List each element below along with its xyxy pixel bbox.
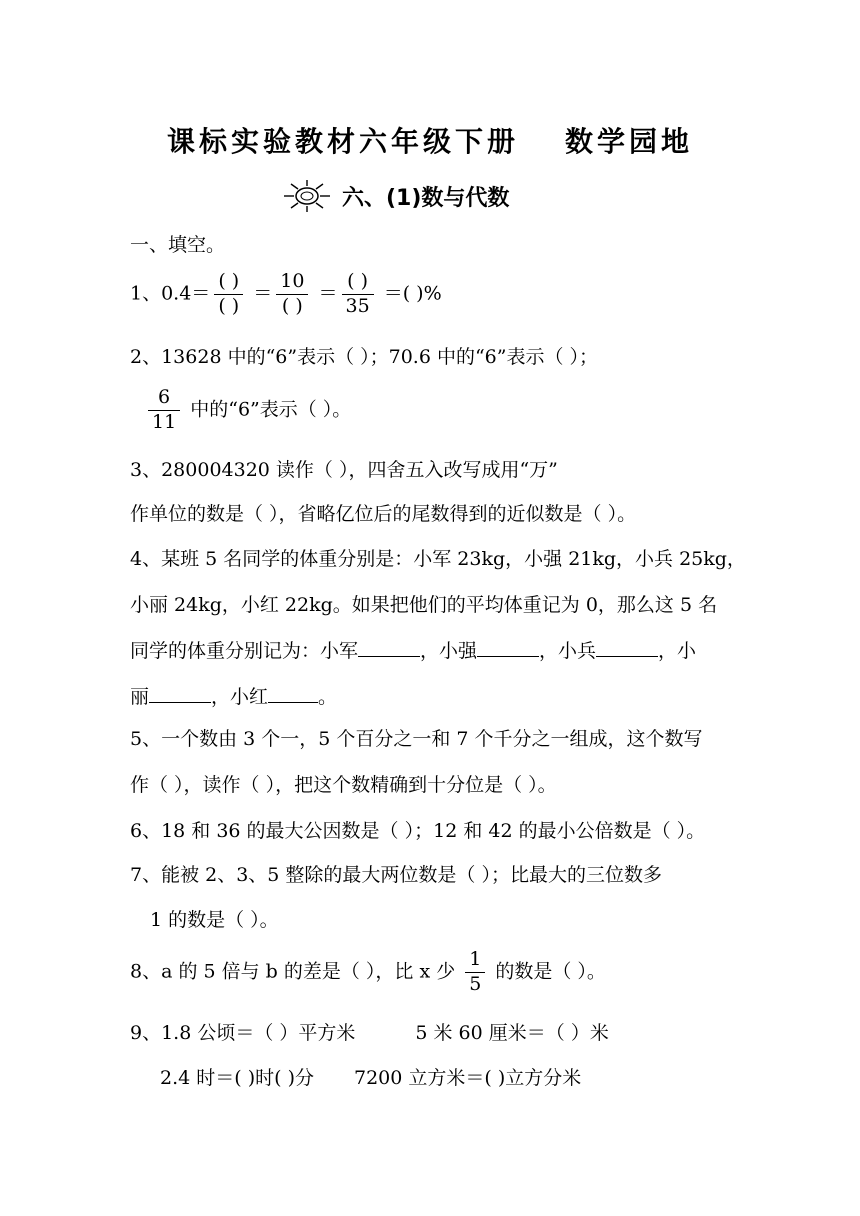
q1-f2-numerator: 10 bbox=[276, 272, 308, 295]
q4-label-li: 丽 bbox=[130, 686, 150, 708]
section-heading bbox=[282, 178, 509, 214]
q4-label-xiaoqiang: ，小强 bbox=[420, 640, 478, 662]
q2-fraction bbox=[148, 388, 180, 433]
q4-blank-xiaojun bbox=[358, 637, 420, 657]
q9-cubic: 7200 立方米＝( )立方分米 bbox=[354, 1067, 582, 1089]
sun-icon bbox=[282, 178, 332, 214]
q4-blank-xiaobing bbox=[596, 637, 658, 657]
q2-frac-numerator: 6 bbox=[148, 388, 180, 411]
title-main: 课标实验教材六年级下册 bbox=[166, 125, 519, 158]
q1-f3-numerator: ( ) bbox=[342, 272, 374, 295]
q4-label-xiao: ，小 bbox=[658, 640, 697, 662]
q1-f1-denominator: ( ) bbox=[218, 294, 240, 317]
page-title bbox=[0, 120, 860, 160]
q4-label-xiaobing: ，小兵 bbox=[539, 640, 597, 662]
q1-prefix: 1、0.4＝ bbox=[130, 282, 211, 305]
question-7-line-2: 1 的数是（ ）。 bbox=[150, 909, 279, 931]
q8-frac-denominator: 5 bbox=[469, 972, 482, 995]
q4-blank-xiaohong bbox=[268, 683, 318, 703]
question-4-line-2: 小丽 24kg，小红 22kg。如果把他们的平均体重记为 0，那么这 5 名 bbox=[130, 594, 718, 616]
q1-f1-numerator: ( ) bbox=[214, 272, 243, 295]
q1-equals-1: ＝ bbox=[253, 282, 273, 305]
question-1 bbox=[130, 272, 730, 317]
title-secondary: 数学园地 bbox=[565, 125, 694, 158]
q9-hours: 2.4 时＝( )时( )分 bbox=[160, 1067, 314, 1089]
question-3-line-2: 作单位的数是（ ），省略亿位后的尾数得到的近似数是（ ）。 bbox=[130, 503, 637, 525]
question-6: 6、18 和 36 的最大公因数是（ ）；12 和 42 的最小公倍数是（ ）。 bbox=[130, 820, 706, 842]
question-8 bbox=[130, 950, 730, 995]
q9-meters: 5 米 60 厘米＝（ ）米 bbox=[415, 1022, 609, 1044]
section-label: 一、填空。 bbox=[130, 234, 226, 256]
question-3-line-1: 3、280004320 读作（ ），四舍五入改写成用“万” bbox=[130, 459, 558, 481]
q2-frac-denominator: 11 bbox=[152, 410, 177, 433]
q1-fraction-1 bbox=[214, 272, 243, 317]
question-9-line-2 bbox=[160, 1063, 760, 1090]
q4-label-xiaojun: 同学的体重分别记为：小军 bbox=[130, 640, 359, 662]
subtitle-text: 六、(1)数与代数 bbox=[342, 185, 510, 211]
q2-line-2-text: 中的“6”表示（ ）。 bbox=[190, 398, 352, 421]
q1-f3-denominator: 35 bbox=[345, 294, 370, 317]
q9-hectare: 9、1.8 公顷＝（ ）平方米 bbox=[130, 1022, 356, 1044]
question-5-line-2: 作（ ），读作（ ），把这个数精确到十分位是（ ）。 bbox=[130, 774, 557, 796]
q4-blank-xiaoli bbox=[149, 683, 211, 703]
question-7-line-1: 7、能被 2、3、5 整除的最大两位数是（ ）；比最大的三位数多 bbox=[130, 864, 662, 886]
q1-fraction-2 bbox=[276, 272, 308, 317]
q4-blank-xiaoqiang bbox=[477, 637, 539, 657]
q8-part-1: 8、a 的 5 倍与 b 的差是（ ），比 x 少 bbox=[130, 960, 456, 983]
q1-f2-denominator: ( ) bbox=[281, 294, 303, 317]
question-4-line-4 bbox=[130, 682, 730, 709]
q8-fraction bbox=[465, 950, 485, 995]
q8-part-2: 的数是（ ）。 bbox=[495, 960, 606, 983]
question-4-line-1: 4、某班 5 名同学的体重分别是：小军 23kg，小强 21kg，小兵 25kg， bbox=[130, 548, 746, 570]
q8-frac-numerator: 1 bbox=[465, 950, 485, 973]
q1-fraction-3 bbox=[342, 272, 374, 317]
question-2-line-1: 2、13628 中的“6”表示（ ）；70.6 中的“6”表示（ ）； bbox=[130, 346, 599, 368]
question-5-line-1: 5、一个数由 3 个一，5 个百分之一和 7 个千分之一组成，这个数写 bbox=[130, 728, 703, 750]
question-9-line-1 bbox=[130, 1018, 730, 1045]
question-4-line-3 bbox=[130, 636, 730, 663]
question-2-line-2 bbox=[144, 388, 744, 433]
q4-end: 。 bbox=[318, 686, 338, 708]
q4-label-xiaohong: ，小红 bbox=[211, 686, 269, 708]
q1-end: ＝( )% bbox=[383, 282, 442, 305]
q1-equals-2: ＝ bbox=[318, 282, 338, 305]
